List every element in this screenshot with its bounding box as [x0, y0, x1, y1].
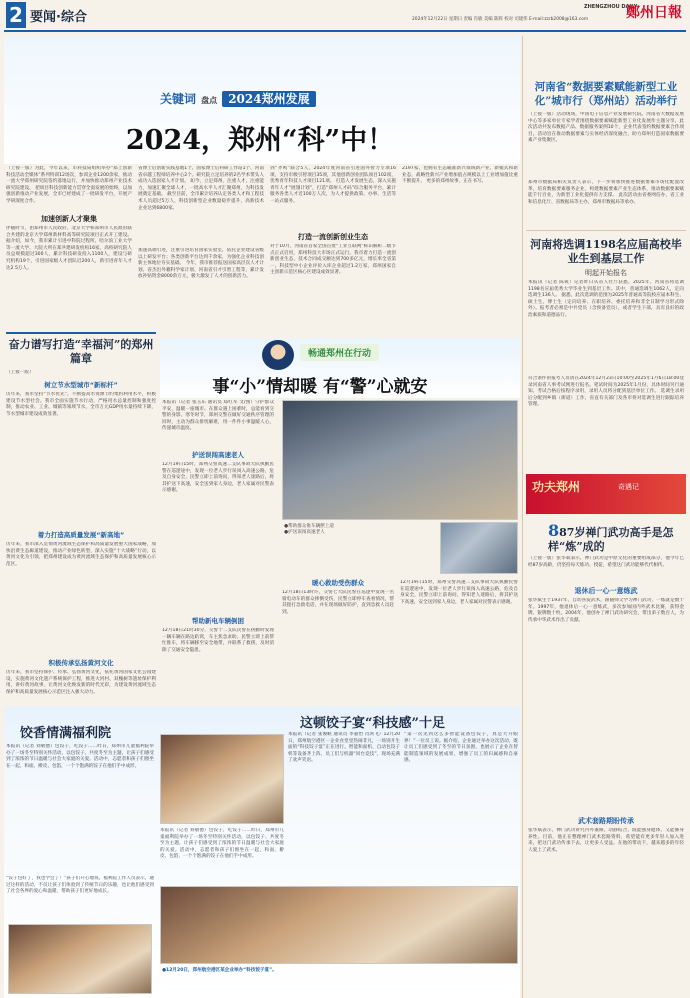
middle-s2: 12月18日21时30分，交警十二支队民警在执勤时发现一辆车辆在路边趴窝，车主焦急求助。民警立即上前帮忙推车，将车辆移至安全地带，并联系了救援，及时消除了交通安全隐患。	[162, 628, 274, 653]
bottom-left-body: 本报讯（记者 刘敬德）包饺子，吃饺子……昨日，郑州市儿童福利院举办了一场冬至特别关怀活动，以包饺子、共度冬至为主题，让孩子们感受到了浓浓的节日温暖与社会大家庭的关爱。活动中，志愿者和孩子们围坐在一起，和面、擀皮、包馅，一个个饱满的饺子在他们手中成形。	[6, 744, 154, 769]
gongfu-s1: 张华斌生于1937年，自幼喜爱武术，跟随师父学习禅门武功，一练就是数十年。1997年，他退休后一心一意练武，多次参加国内外武术比赛，获得金牌、银牌数十枚。2004年，他创办了禅门武功研究会，带出弟子数百人，为传承中华武术作出了贡献。	[528, 598, 684, 623]
police-photo-small	[440, 522, 518, 574]
bottom-left-body2: “饺子包好了，我也学会了！”孩子们开心地说。福利院工作人员表示，通过这样的活动，不仅让孩子们体验到了传统节日的乐趣，也让他们感受到了社会各界的爱心和温暖，帮助孩子们更好地成长。	[6, 876, 154, 895]
dumpling-photo-wide	[160, 886, 518, 964]
bottom-left-title: 饺香情满福利院	[20, 726, 112, 741]
left-mid-s1: 历年来，我市坚持“节水优先”，不断提高水资源节约集约利用水平，积极建设节水型社会。我市全面实施节水行动，严格用水总量控制和强度控制，推动农业、工业、城镇等领域节水，全市万元GDP用水量持续下降，节水型城市建设成效显著。	[6, 392, 156, 417]
middle-intro: 本报讯（记者 张玉东 通讯员 郑红军 文/图）守护群众平安，温暖一座城市。在群众遇上困难时，总能看到交警的身影。寒冬时节，郑州交警在做好交通秩序管理的同时，主动为群众排忧解难，用一件件小事温暖人心，传递城市温度。	[162, 400, 274, 432]
gongfu-lead: （上接一版）张华斌表示，禅门武功是中原文化的重要组成部分，他今年已经87岁高龄，仍坚持每天练功、授徒，希望这门武功能够代代相传。	[528, 556, 684, 568]
paper-name-en: ZHENGZHOU DAILY	[584, 4, 638, 10]
right-mid-byline: 明起开始报名	[585, 269, 627, 277]
middle-s3: 12月18日13时许，交警七大队民警在巡逻中发现一名骑电动车的群众摔倒受伤，民警立即停车查看情况，帮其拨打急救电话，并在现场做好防护，直到急救人员赶到。	[282, 590, 394, 615]
feature-col1b: 伴随时节，由郑州市人民政府、北京大学和郑州市人民政府联合共建的北京大学郑州新材料高等研究院项目正式开工建设。据介绍，如今，我市累计引进中科院过程所、哈尔滨工业大学等一流大学、大院大所在郑共建研发机构16家，高校研究院人员总规模超过300人，累计科技研发投入1100人，建设与研究机构19个，引进国家级人才团队近200人，新引进青年人才达2.5万人。	[6, 226, 132, 271]
left-mid-s2: 历年来，我市深入贯彻黄河流域生态保护和高质量发展重大国家战略，加快沿黄生态廊道建设，推动产业绿色转型，深入实施“十大战略”行动，以黄河文化为引领，把郑州建设成为黄河流域生态保护和高质量发展核心示范区。	[6, 542, 156, 567]
middle-h1: 护送误闯高速老人	[192, 451, 244, 459]
newspaper-logo: 鄭州日報	[626, 5, 682, 21]
right-top-body2: 郑州市数据局相关负责人表示，下一步将加快推进数据要素市场化配置改革，培育数据要素服务企业，构建数据要素产业生态体系，推动数据要素赋能千行百业，为新型工业化提供有力支撑。 此次活动由省委网信办、省工业和信息化厅、省数据局等主办，郑州市数据局等承办。	[528, 180, 684, 205]
gongfu-s2: 张华斌表示，禅门武功讲究内外兼修，动静结合，既能强身健体，又能修身养性。目前，他正在整理禅门武术套路资料，希望能有更多年轻人加入进来，把这门武功传承下去，让更多人受益。在他的带动下，越来越多的年轻人爱上了武术。	[528, 828, 684, 853]
police-mascot-icon	[262, 340, 294, 370]
gongfu-h2: 武术套路期盼传承	[578, 817, 634, 825]
feature-col3-heading: 打造一流创新创业生态	[298, 233, 368, 241]
gongfu-number: 8	[548, 521, 560, 540]
page-number: 2	[6, 2, 26, 28]
bottom-right-caption: ●12月20日，郑州航空港区某企业举办“科技饺子宴”。	[162, 968, 277, 973]
keyword-year: 2024郑州发展	[222, 91, 315, 107]
left-mid-h1: 树立节水型城市“新标杆”	[44, 381, 118, 389]
section-title: 要闻·综合	[30, 10, 87, 25]
left-mid-s3: 历年来，我市坚持保护、传承、弘扬黄河文化，依托黄河国家文化公园建设，实施黄河文化遗产系统保护工程，推进大河村、双槐树等遗址保护利用，讲好黄河故事，让黄河文化焕发新的时代光彩，为建设黄河流域生态保护和高质量发展核心示范区注入强大动力。	[6, 670, 156, 695]
feature-headline: 2024，郑州“科”中！	[125, 125, 395, 156]
right-top-title: 河南省“数据要素赋能新型工业化”城市行（郑州站）活动举行	[534, 81, 678, 107]
feature-col1: （上接一版）为此，今年以来，市科技局组织举办“郑上创新科技活动全媒体”系列特训12场次，参训企业1200余家，推动一流大学郑州研究院签约落地运行，并加快推动郑州产业技术研究院建设。 把项目科技创新能力贯穿全面发展的始终，以加强创新推动产业发展，全市已经建成了一批研发平台，开展产学研深度合作。	[6, 166, 132, 204]
feature-col1-heading: 加速创新人才聚集	[41, 215, 97, 223]
right-top-body: （上接一版）活动现场，中国电子信息产业发展研究院、河南省大数据发展中心等多家单位专家学者围绕数据要素赋能新型工业化发展作主题分享。此次活动共发布数据产品、数据服务案例10个，企业代表签约数据要素合作项目。活动旨在推动数据要素与实体经济深度融合，助力郑州打造国家数据要素产业集聚区。	[528, 112, 684, 144]
middle-s3-cont: 12月19日15时，郑州交警高速二支队事故大队执勤民警在巡逻途中，发现一位老人步行误闯入高速公路，危及自身安全，民警立即上前询问，得知老人迷路后，将其护送下高速，安全送到家人身边，老人家属对民警表示感谢。	[400, 580, 518, 605]
gongfu-tag: 功夫郑州	[532, 480, 581, 494]
keyword-bar	[160, 88, 360, 110]
left-mid-rule	[6, 332, 156, 334]
middle-h2: 帮助新电车辆倒困	[192, 617, 244, 625]
feature-col4: 2197家，也拥有生态瞄准新兴领域新产业、新模式和新业态，战略性新兴产业增加值占规模以上工业增加值比重不断提升。 更多的郑州故事，正在书写。	[402, 166, 518, 185]
bottom-right-body-more: 本报讯（记者 刘敬德）包饺子，吃饺子……昨日，郑州市儿童福利院举办了一场冬至特别关怀活动，以包饺子、共度冬至为主题，让孩子们感受到了浓浓的节日温暖与社会大家庭的关爱。活动中，志愿者和孩子们围坐在一起，和面、擀皮、包馅，一个个饱满的饺子在他们手中成形。	[160, 828, 284, 860]
middle-s1: 12月19日15时，郑州交警高速二支队事故大队执勤民警在巡逻途中，发现一位老人步行误闯入高速公路，危及自身安全，民警立即上前询问，得知老人迷路后，将其护送下高速，安全送到家人身边，老人家属对民警表示感谢。	[162, 462, 274, 494]
left-mid-h3: 积极传承弘扬黄河文化	[48, 659, 114, 667]
middle-tag: 畅通郑州在行动	[300, 344, 379, 361]
dumpling-photo-right	[160, 734, 284, 824]
police-photo	[282, 400, 518, 520]
gongfu-title	[548, 521, 686, 554]
feature-col3b: 对于10月，河南省首家全国首批“工业互联网”标识解析二级节点正式启用，郑州科技大市场正式运行。我市着力打造一流创新创业生态，技术合同成交额达到700多亿元，增长率全省第一。科技型中小企业评价入库企业超过1.2万家，郑州国家自主创新示范区核心区建设成效显著。	[270, 244, 396, 276]
bottom-right-title: 这顿饺子宴“科技感”十足	[300, 716, 445, 731]
left-mid-h2: 着力打造高质量发展“新高地”	[37, 531, 125, 539]
right-mid-body: 本报讯（记者 陈锐）记者昨日从省人社厅获悉，2025年，河南省将选调1198名应届优秀大学毕业生到基层工作。其中，普通选调生1062人，定向选调生136人。 据悉，此次选调的范围为2025年普通高等院校应届本科生、硕士生、博士生（定向培养、在职培养、委托培养和非全日制学习形式除外）。报考者必须是中共党员（含预备党员），或者学生干部，具有良好的政治素质和道德品行。	[528, 280, 684, 318]
left-mid-lead: （上接一版）	[6, 370, 34, 375]
gongfu-title-text: 87岁禅门武功高手是怎样“炼”成的	[548, 526, 674, 553]
left-mid-title: 奋力谱写打造“幸福河”的郑州篇章	[8, 338, 154, 365]
keyword-mid: 盘点	[201, 95, 218, 105]
keyword-prefix: 关键词	[160, 92, 197, 106]
middle-headline: 事“小”情却暖 有“警”心就安	[212, 377, 428, 397]
header-rule	[4, 30, 686, 32]
right-mid-body2: 符合条件的报考人员请在2024年12月23日10:00至2025年1月6日18:00登录河南省人事考试网进行报名。笔试时间为2025年1月份，具体时间另行通知。考试合格后按程序录用，录用人员将分配到基层单位工作。 选调生录用后分配到乡镇（街道）工作，省直有关部门及各市将对选调生进行跟踪培养管理。	[528, 376, 684, 408]
feature-col3: 到“齐鸣”联合5人，2024年度河南省引进国外智力专项16项，支持市级引智项目35项，其他创新创业团队项目102项，优秀青年科技人才项目121项。 打造人才发展生态，深入实施青年人才“展翅计划”，打造“郑州人才码”综合服务平台，累计服务各类人才近100万人次，为人才提供政策、办事、生活等一站式服务。	[270, 166, 396, 204]
bottom-right-body2: “第一次见到这么多智能设备包饺子，真是大开眼界！”一位员工说。据介绍，企业通过举办这次活动，既让员工们感受到了冬至的节日氛围，也展示了企业在智能制造领域的发展成果，增强了员工的归属感和自豪感。	[404, 732, 518, 764]
bottom-right-body: 本报讯（记者 张俊峡 通讯员 李嘉怡 肖鸿飞）12月20日，郑州航空港区一企业食堂里热闹非凡，一场别开生面的“科技饺子宴”正在进行。智能和面机、自动包饺子机等设备齐上阵，员工们与机器“同台竞技”，现场充满了欢声笑语。	[288, 732, 400, 764]
middle-h3: 暖心救助受伤群众	[312, 579, 364, 587]
gongfu-h1: 退休后一心一意练武	[574, 587, 638, 595]
police-photo-caption: ●帮助群众推车辆摆上道 ●护送误闯高速老人	[284, 524, 334, 536]
right-divider-1	[526, 230, 686, 231]
column-divider	[522, 36, 523, 998]
meta-text: 2024年12月22日 星期日 责编 肖敏 美编 陈辉 校对 司建伟	[412, 17, 528, 22]
right-mid-title: 河南将选调1198名应届高校毕业生到基层工作	[530, 238, 682, 265]
feature-col2b: 加速高端引进，注重引进培育国家实验室，依托企业建设省级以上研发平台；各类创新平台达到千余家，为强化企业科技创新主体地位夯实基础。 今年，我市推荐报送国家高层次人才计划、省杰出外籍科学家计划、河南省引才引智工程等，累计发放补贴资金8000余万元，极大激发了人才的创新活力。	[138, 248, 264, 280]
dumpling-photo-left	[8, 924, 152, 994]
meta-email: E-mail:zzrb2008@163.com	[528, 17, 589, 22]
page-meta	[412, 16, 612, 22]
gongfu-subtag: 奇遇记	[618, 483, 639, 491]
feature-col2: 省博士后创新实践基地1个、国家博士后科研工作站1个、河南省卓越工程师培养中心2个。研究院立足培养的2名学术带头人成功入选国家人才计划。 如今，立足郑州，注重人才、注重能力，加速汇聚全球人才，一批高水平人才汇聚郑州，为科技发展奠定基础。 截至目前，全市累计培养认定各类人才和工程技术人员超过5万人，科技创新型企业数量稳步提升，高新技术企业达到6800家。	[138, 166, 264, 211]
